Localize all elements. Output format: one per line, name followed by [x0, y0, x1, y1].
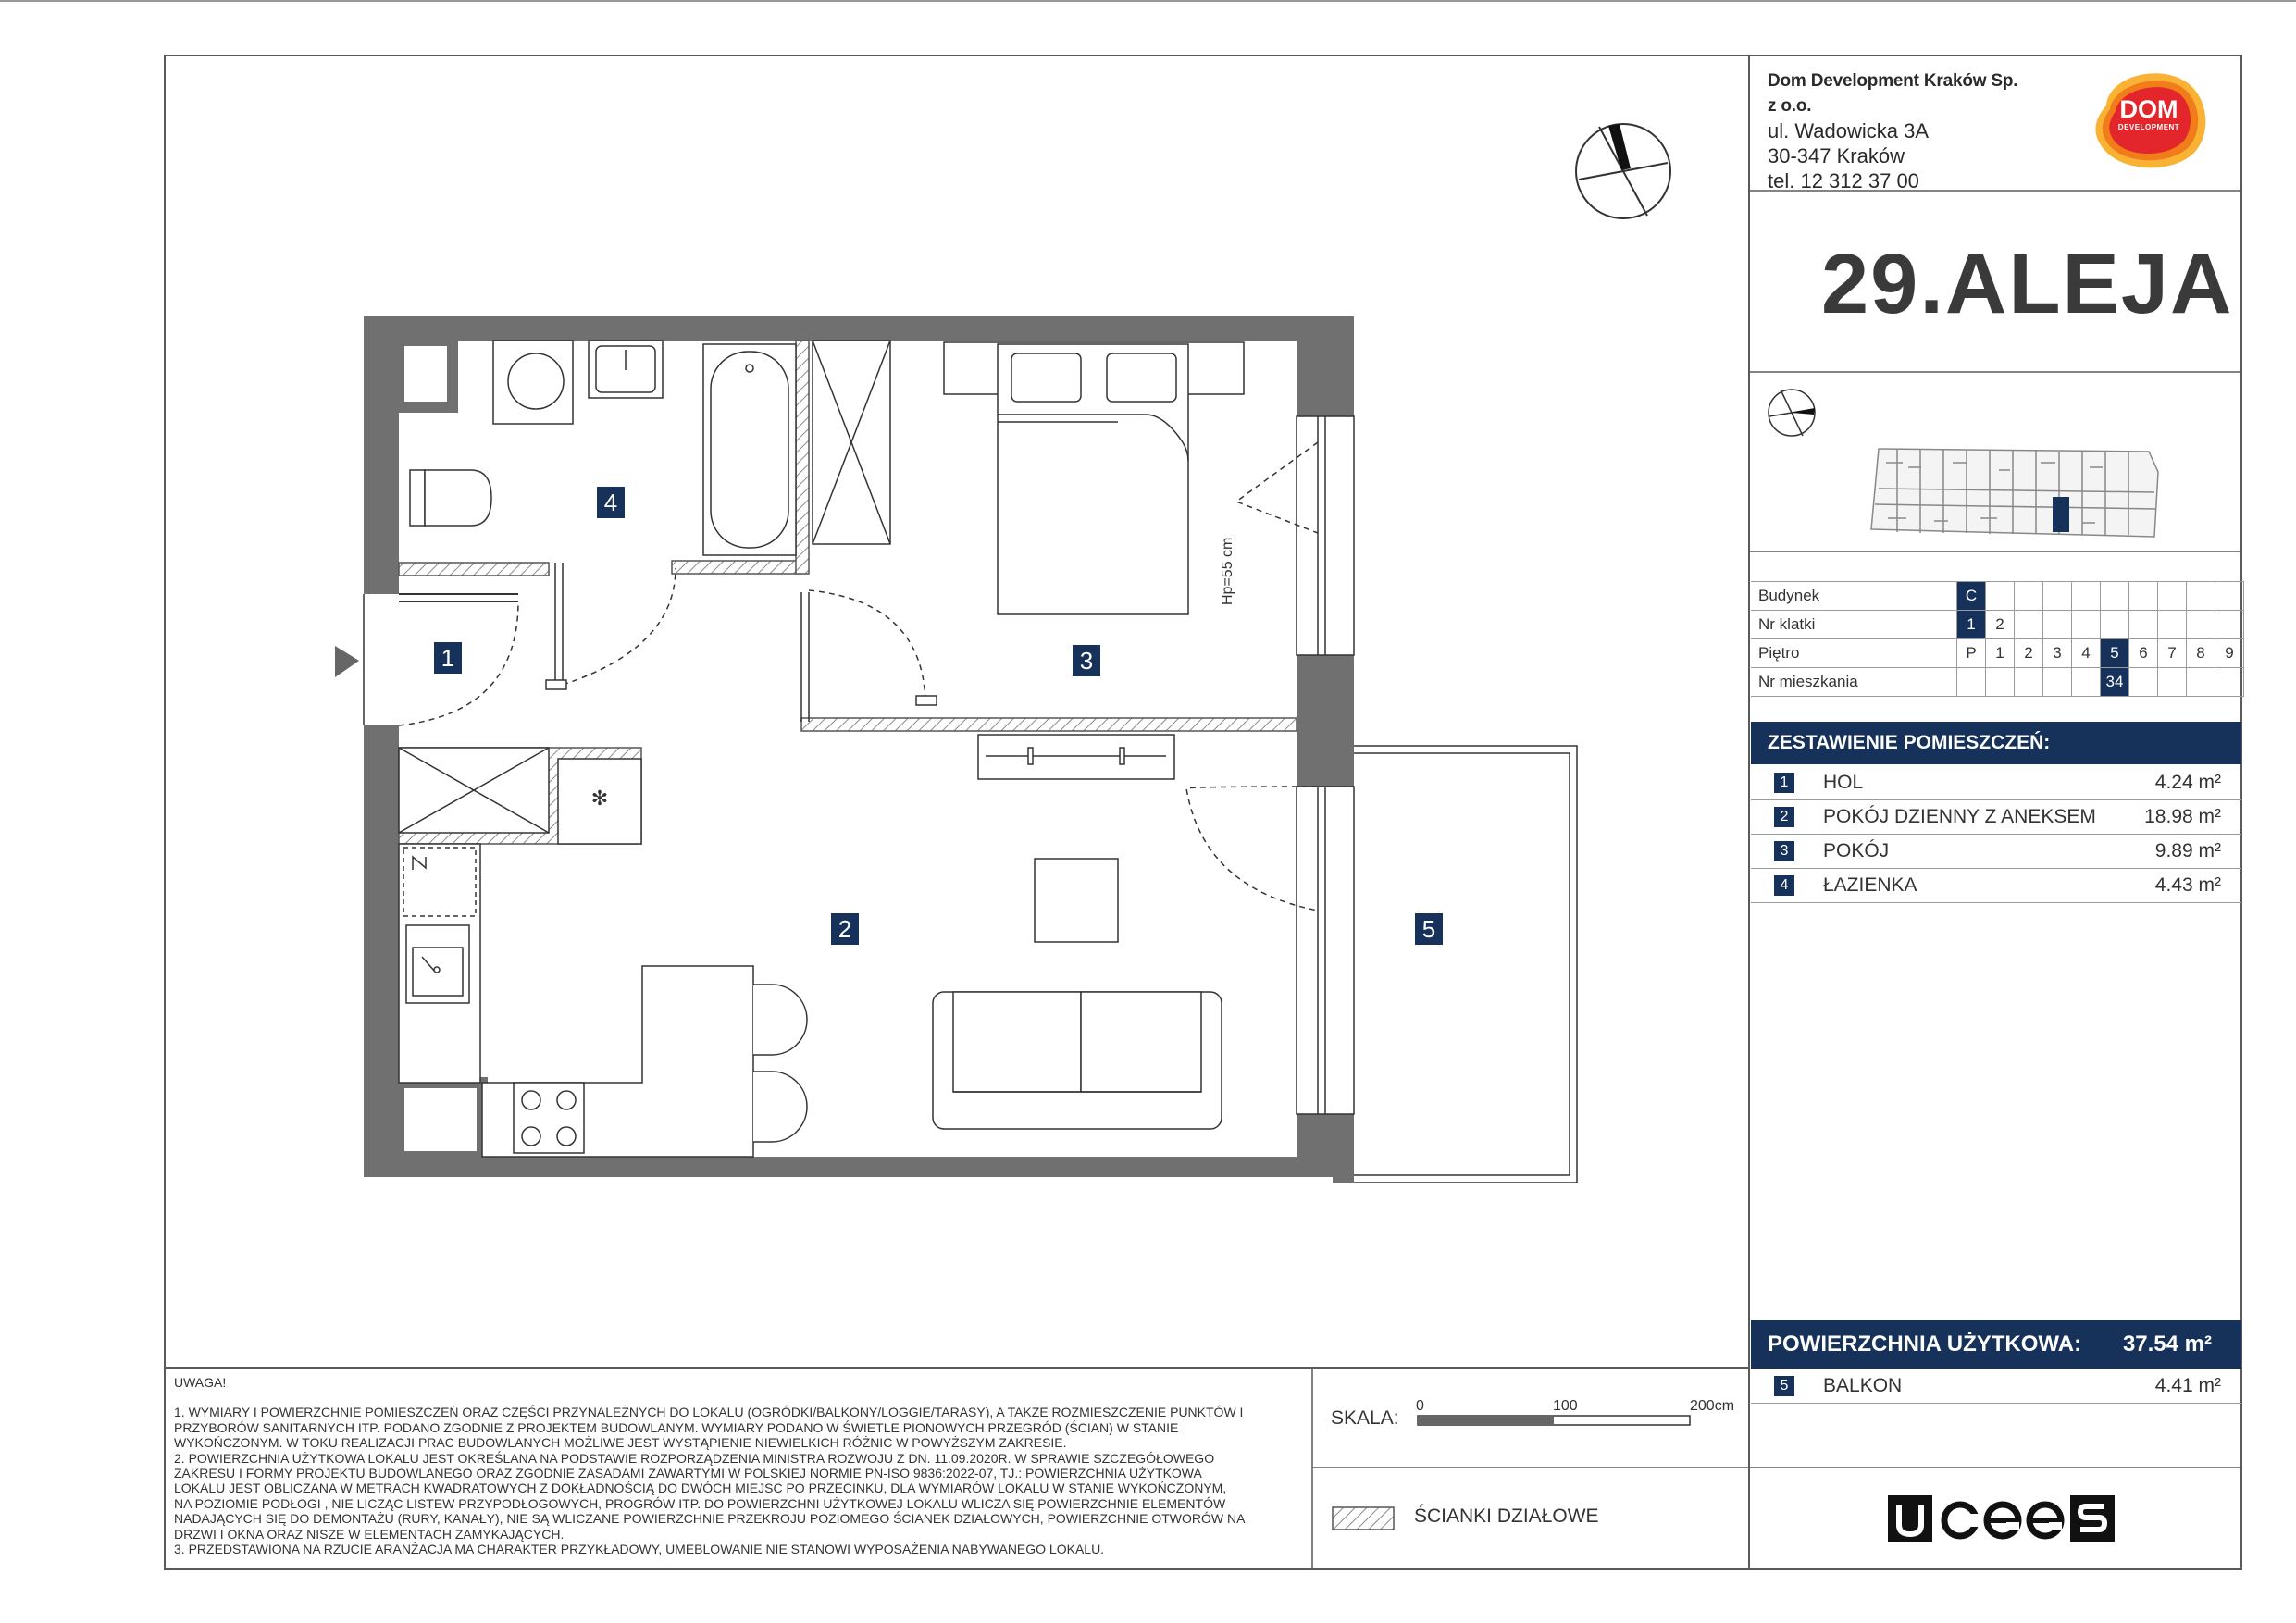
stair-label: Nr klatki	[1751, 611, 1957, 639]
floor-5: 5	[2101, 639, 2129, 668]
note-line: ZAKRESU I FORMY PROJEKTU BUDOWLANEGO ORAZ ZGODNIE ZASADAMI ZAWARTYMI W POLSKIEJ NORMIE PN-ISO 9836:2022-07, TJ.: POWIERZCHNIA UŻYTKOWA	[174, 1466, 1202, 1481]
note-line: NADAJĄCYCH SIĘ DO DEMONTAŻU (RURY, KANAŁY), NIE SĄ WLICZANE POWIERZCHNIE PRZEKROJU POZIOMEGO ŚCIANEK DZIAŁOWYCH, POWIERZCHNIE OTWORÓW NA	[174, 1511, 1246, 1527]
usable-area-value: 37.54 m²	[2122, 1332, 2212, 1357]
room-num: 3	[1774, 841, 1794, 861]
room-name: ŁAZIENKA	[1823, 874, 1917, 896]
floor-6: 6	[2129, 639, 2158, 668]
company-name: Dom Development Kraków Sp. z o.o.	[1768, 71, 2018, 116]
company-city: 30-347 Kraków	[1768, 144, 1905, 167]
company-phone: tel. 12 312 37 00	[1768, 169, 1919, 192]
project-logo: 29.ALEJA	[1821, 237, 2234, 331]
floor-label: Piętro	[1751, 639, 1957, 668]
svg-text:✻: ✻	[590, 787, 609, 810]
building-key-plan	[1871, 449, 2158, 537]
dom-logo-subtext: DEVELOPMENT	[2117, 123, 2180, 131]
floor-7: 7	[2158, 639, 2187, 668]
scale-bar	[1418, 1416, 1690, 1425]
floor-8: 8	[2187, 639, 2215, 668]
floor-2: 2	[2015, 639, 2043, 668]
bathroom-fixtures	[410, 341, 890, 689]
room-name: POKÓJ DZIENNY Z ANEKSEM	[1823, 806, 2096, 827]
note-line: LOKALU JEST OBLICZANA W METRACH KWADRATOWYCH Z DOKŁADNOŚCIĄ DO DWÓCH MIEJSC PO PRZECINKU, DLA WYMIARÓW LOKALU W STANIE WYKOŃCZONYM,	[174, 1481, 1227, 1496]
flat-label: Nr mieszkania	[1751, 668, 1957, 697]
balcony-name: BALKON	[1823, 1375, 1903, 1396]
room-label-5: 5	[1421, 915, 1436, 943]
room-num: 4	[1774, 875, 1794, 896]
note-line: 3. PRZEDSTAWIONA NA RZUCIE ARANŻACJA MA CHARAKTER PRZYKŁADOWY, UMEBLOWANIE NIE STANOWI WYPOSAŻENIA NABYWANEGO LOKALU.	[174, 1542, 1105, 1557]
room-area: 4.43 m²	[2154, 874, 2221, 896]
room-name: HOL	[1823, 772, 1864, 793]
room-label-3: 3	[1079, 647, 1094, 675]
room-label-4: 4	[603, 489, 618, 516]
room-row	[1751, 835, 2241, 869]
legend-label: ŚCIANKI DZIAŁOWE	[1414, 1505, 1599, 1527]
room-area: 18.98 m²	[2144, 806, 2221, 827]
balcony-row	[1751, 1369, 2241, 1404]
room-label-1: 1	[441, 644, 455, 672]
scale-tick-100: 100	[1553, 1398, 1578, 1414]
room-row	[1751, 869, 2241, 903]
dom-logo-text: DOM	[2119, 95, 2178, 123]
notes-head: UWAGA!	[174, 1375, 227, 1390]
company-info	[1768, 68, 2027, 193]
living-room-furniture	[933, 859, 1222, 1129]
floor-4: 4	[2072, 639, 2101, 668]
floor-p: P	[1957, 639, 1986, 668]
company-street: ul. Wadowicka 3A	[1768, 119, 1930, 142]
balcony	[1354, 746, 1577, 1183]
note-line: PRZYBORÓW SANITARNYCH ITP. PODANO ZGODNIE Z PROJEKTEM BUDOWLANYM. WYMIARY PODANO W ŚWIETLE PIONOWYCH PRZEGRÓD (ŚCIAN) W STANIE	[174, 1419, 1179, 1435]
small-compass-icon	[1769, 390, 1815, 436]
rooms-header: ZESTAWIENIE POMIESZCZEŃ:	[1751, 722, 2241, 764]
notes	[174, 1375, 1294, 1556]
flat-value: 34	[2101, 668, 2129, 697]
floor-9: 9	[2215, 639, 2244, 668]
room-area: 4.24 m²	[2154, 772, 2221, 793]
note-line: 2. POWIERZCHNIA UŻYTKOWA LOKALU JEST OKREŚLANA NA PODSTAWIE ROZPORZĄDZENIA MINISTRA ROZWOJU Z DN. 11.09.2020R. W SPRAWIE SZCZEGÓŁOWEGO	[174, 1450, 1215, 1466]
window-height-note: Hp=55 cm	[1220, 537, 1235, 605]
room-area: 9.89 m²	[2154, 840, 2221, 861]
note-line: DRZWI I OKNA ORAZ NISZE W ELEMENTACH ZAMYKAJĄCYCH.	[174, 1526, 565, 1542]
room-row	[1751, 766, 2241, 800]
room-row	[1751, 800, 2241, 835]
room-num: 1	[1774, 773, 1794, 793]
building-label: Budynek	[1751, 582, 1957, 611]
note-line: WYKOŃCZONYM. W TOKU REALIZACJI PRAC BUDOWLANYCH MOŻLIWE JEST WYSTĄPIENIE NIEWIELKICH RÓŻNIC W POWYŻSZYM ZAKRESIE.	[174, 1435, 1067, 1451]
scale-label: SKALA:	[1331, 1407, 1399, 1429]
legend-hatch-swatch	[1333, 1507, 1394, 1530]
note-line: 1. WYMIARY I POWIERZCHNIE POMIESZCZEŃ ORAZ CZĘŚCI PRZYNALEŻNYCH DO LOKALU (OGRÓDKI/BALKONY/LOGGIE/TARASY), A TAKŻE ROZMIESZCZENIE PUNKTÓW I	[174, 1405, 1244, 1420]
ucees-logo	[1888, 1492, 2115, 1545]
compass-icon	[1576, 124, 1670, 218]
scale-tick-200: 200cm	[1690, 1398, 1735, 1414]
usable-area-label: POWIERZCHNIA UŻYTKOWA:	[1768, 1332, 2082, 1357]
location-table	[1751, 581, 2244, 697]
room-name: POKÓJ	[1823, 840, 1890, 861]
usable-area	[1751, 1320, 2241, 1369]
room-num: 2	[1774, 807, 1794, 827]
entrance	[335, 594, 518, 725]
floor-3: 3	[2043, 639, 2072, 668]
scale-tick-0: 0	[1416, 1398, 1424, 1414]
stair-1: 1	[1957, 611, 1986, 639]
room-badges	[434, 487, 1443, 945]
building-value: C	[1957, 582, 1986, 611]
balcony-area: 4.41 m²	[2154, 1375, 2221, 1396]
room-label-2: 2	[838, 915, 852, 943]
window-bedroom	[1236, 416, 1354, 655]
balcony-num: 5	[1774, 1376, 1794, 1396]
note-line: NA POZIOMIE PODŁOGI , NIE LICZĄC LISTEW PRZYPODŁOGOWYCH, PROGRÓW ITP. DO POWIERZCHNI UŻYTKOWEJ LOKALU WLICZA SIĘ POWIERZCHNIE ELEMENTÓW	[174, 1495, 1226, 1511]
floor-1: 1	[1986, 639, 2015, 668]
stair-2: 2	[1986, 611, 2015, 639]
